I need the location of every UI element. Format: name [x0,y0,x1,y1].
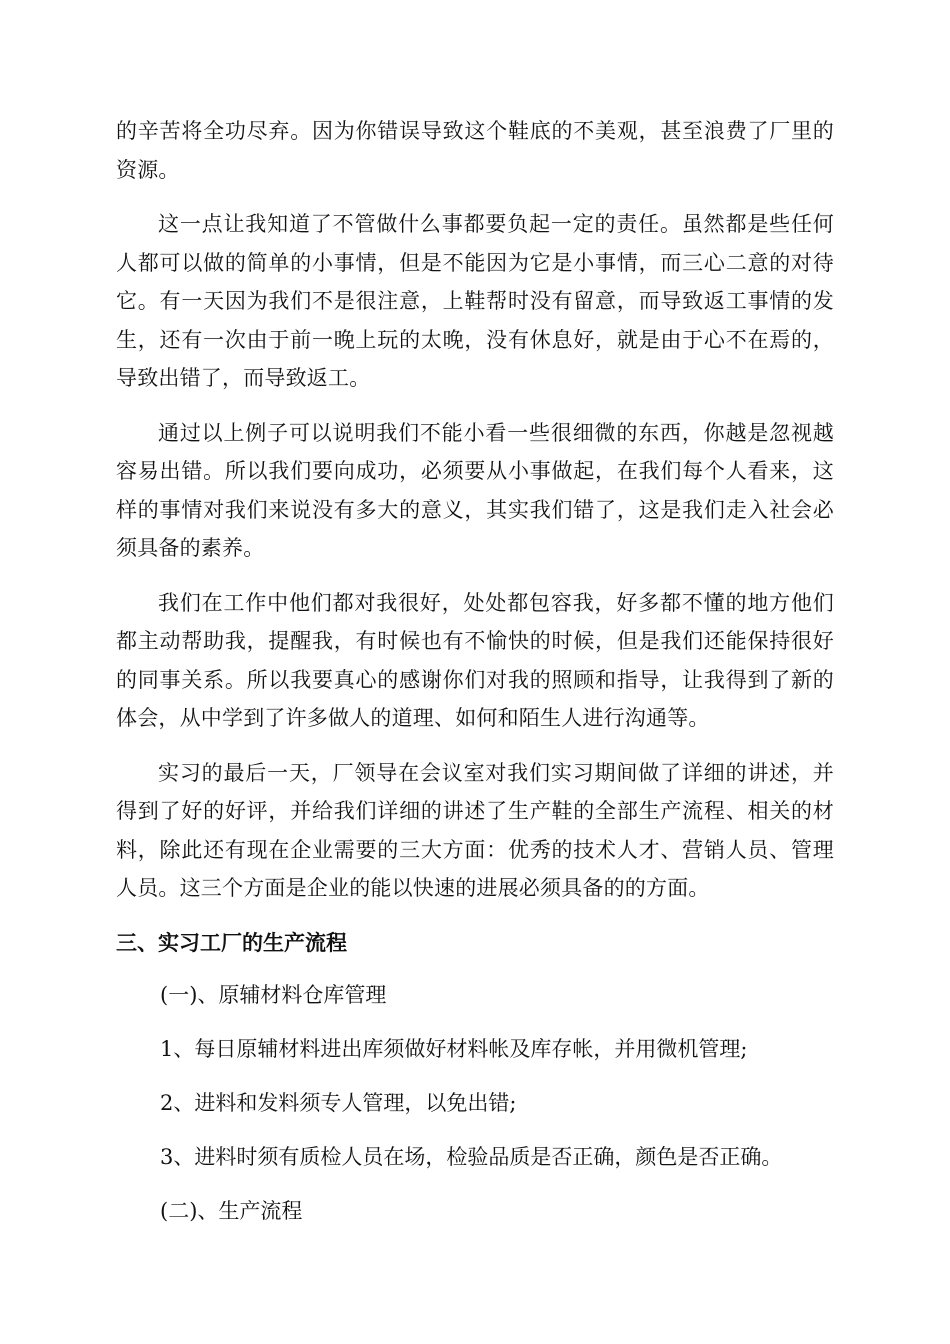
document-body [116,112,834,1246]
subsection-heading-2: (二)、生产流程 [160,1198,303,1223]
subsection-heading-1: (一)、原辅材料仓库管理 [160,982,387,1007]
paragraph-4: 我们在工作中他们都对我很好，处处都包容我，好多都不懂的地方他们都主动帮助我，提醒我，有时候也有不愉快的时候，但是我们还能保持很好的同事关系。所以我要真心的感谢你们对我的照顾和指导，让我得到了新的体会，从中学到了许多做人的道理、如何和陌生人进行沟通等。 [116,590,834,730]
paragraph-3: 通过以上例子可以说明我们不能小看一些很细微的东西，你越是忽视越容易出错。所以我们要向成功，必须要从小事做起，在我们每个人看来，这样的事情对我们来说没有多大的意义，其实我们错了，这是我们走入社会必须具备的素养。 [116,420,834,560]
list-item-3: 3、进料时须有质检人员在场，检验品质是否正确，颜色是否正确。 [160,1144,783,1169]
paragraph-1: 的辛苦将全功尽弃。因为你错误导致这个鞋底的不美观，甚至浪费了厂里的资源。 [116,119,834,182]
list-item-1: 1、每日原辅材料进出库须做好材料帐及库存帐，并用微机管理; [160,1036,748,1061]
paragraph-5: 实习的最后一天，厂领导在会议室对我们实习期间做了详细的讲述，并得到了好的好评，并给我们详细的讲述了生产鞋的全部生产流程、相关的材料，除此还有现在企业需要的三大方面：优秀的技术人才、营销人员、管理人员。这三个方面是企业的能以快速的进展必须具备的的方面。 [116,760,834,900]
section-heading: 三、实习工厂的生产流程 [116,930,347,955]
list-item-2: 2、进料和发料须专人管理，以免出错; [160,1090,517,1115]
paragraph-2: 这一点让我知道了不管做什么事都要负起一定的责任。虽然都是些任何人都可以做的简单的小事情，但是不能因为它是小事情，而三心二意的对待它。有一天因为我们不是很注意，上鞋帮时没有留意，而导致返工事情的发生，还有一次由于前一晚上玩的太晚，没有休息好，就是由于心不在焉的，导致出错了，而导致返工。 [116,212,834,390]
